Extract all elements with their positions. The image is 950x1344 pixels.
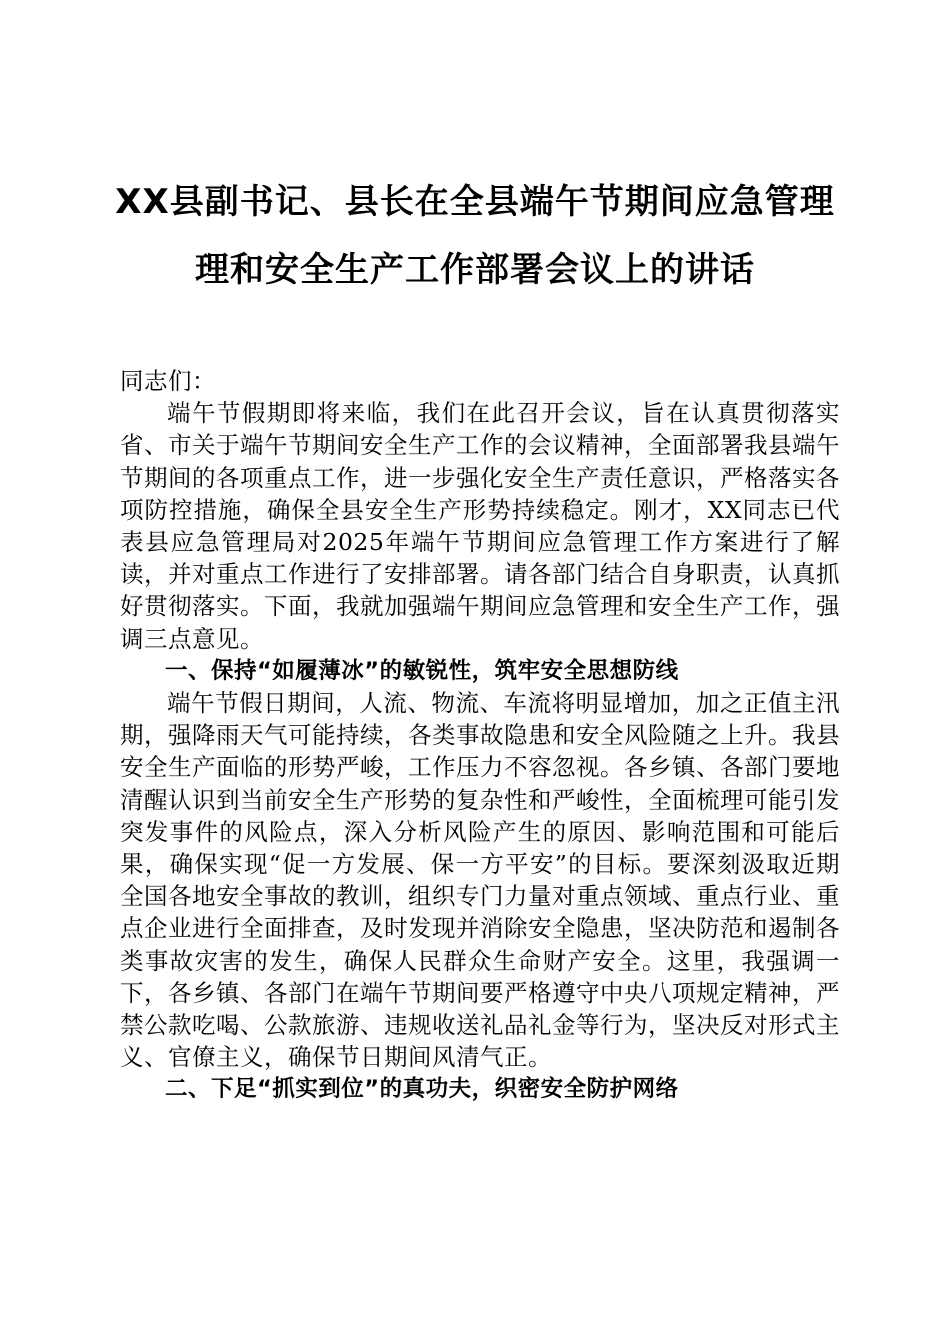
salutation: 同志们： [120, 367, 216, 395]
section-heading-2: 二、下足“抓实到位”的真功夫，织密安全防护网络 [165, 1076, 679, 1103]
intro-paragraph: 端午节假期即将来临，我们在此召开会议，旨在认真贯彻落实省、市关于端午节期间安全生产工作的会议精神，全面部署我县端午节期间的各项重点工作，进一步强化安全生产责任意识，严格落实各项防控措施，确保全县安全生产形势持续稳定。刚才，XX同志已代表县应急管理局对2025年端午节期间应急管理工作方案进行了解读，并对重点工作进行了安排部署。请各部门结合自身职责，认真抓好贯彻落实。下面，我就加强端午期间应急管理和安全生产工作，强调三点意见。 [120, 399, 840, 653]
section-1-paragraph: 端午节假日期间，人流、物流、车流将明显增加，加之正值主汛期，强降雨天气可能持续，各类事故隐患和安全风险随之上升。我县安全生产面临的形势严峻，工作压力不容忽视。各乡镇、各部门要地清醒认识到当前安全生产形势的复杂性和严峻性，全面梳理可能引发突发事件的风险点，深入分析风险产生的原因、影响范围和可能后果，确保实现“促一方发展、保一方平安”的目标。要深刻汲取近期全国各地安全事故的教训，组织专门力量对重点领域、重点行业、重点企业进行全面排查，及时发现并消除安全隐患，坚决防范和遏制各类事故灾害的发生，确保人民群众生命财产安全。这里，我强调一下，各乡镇、各部门在端午节期间要严格遵守中央八项规定精神，严禁公款吃喝、公款旅游、违规收送礼品礼金等行为，坚决反对形式主义、官僚主义，确保节日期间风清气正。 [120, 689, 840, 1072]
title-line-1: XX县副书记、县长在全县端午节期间应急管理 [115, 182, 835, 222]
title-line-2: 理和安全生产工作部署会议上的讲话 [195, 250, 755, 290]
document-body [120, 365, 840, 1106]
document-title [100, 168, 850, 304]
section-heading-1: 一、保持“如履薄冰”的敏锐性，筑牢安全思想防线 [165, 657, 679, 684]
